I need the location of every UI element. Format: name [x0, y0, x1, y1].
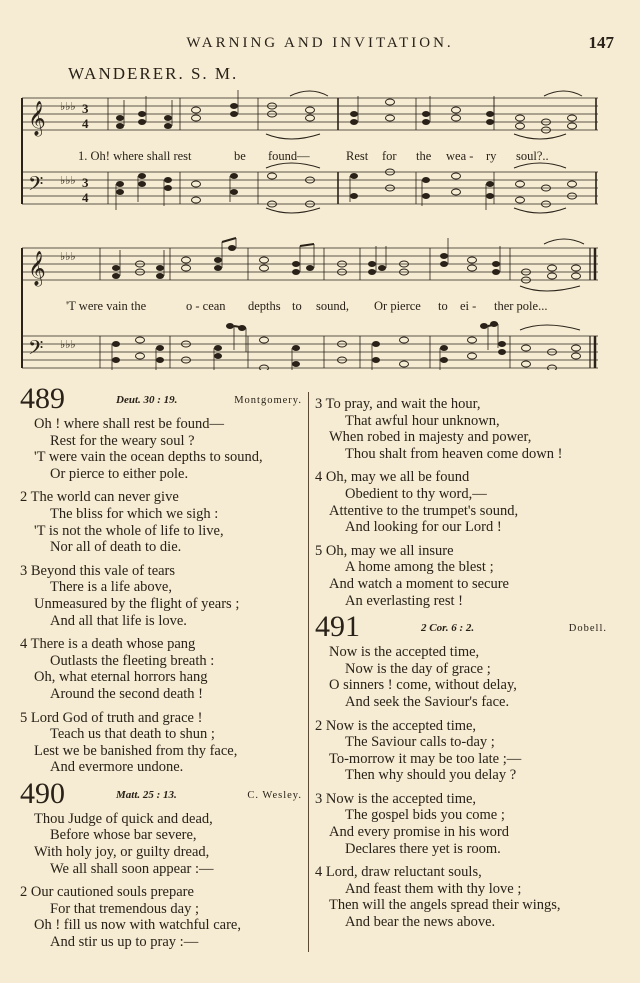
stanza	[20, 884, 302, 950]
verse-line: And watch a moment to secure	[329, 575, 509, 592]
hymn-number: 490	[20, 776, 65, 810]
stanza	[20, 563, 302, 629]
hymn-number: 491	[315, 610, 360, 644]
hymn-author: C. Wesley.	[247, 789, 302, 801]
hymn-heading	[20, 382, 302, 416]
verse-line: Nor all of death to die.	[50, 539, 182, 556]
verse-line: There is a life above,	[50, 579, 172, 596]
lyric-syllable: for	[382, 149, 397, 163]
running-header: WARNING AND INVITATION.	[186, 35, 454, 51]
svg-text:4: 4	[82, 116, 89, 131]
verse-line: 2 Now is the accepted time,	[315, 717, 477, 734]
stanza	[20, 489, 302, 555]
svg-text:♭♭♭: ♭♭♭	[60, 339, 76, 351]
verse-line: Lest we be banished from thy face,	[34, 742, 238, 759]
verse-line: Outlasts the fleeting breath :	[50, 652, 215, 669]
verse-line: The Saviour calls to-day ;	[345, 734, 495, 751]
lyric-syllable: Or pierce	[374, 299, 421, 313]
right-column	[315, 396, 607, 938]
verse-line: Around the second death !	[50, 685, 204, 702]
hymn-author: Montgomery.	[234, 395, 302, 406]
verse-line: 2 The world can never give	[20, 489, 179, 506]
scripture-reference: 2 Cor. 6 : 2.	[421, 622, 475, 635]
lyric-syllable: to	[438, 299, 448, 313]
verse-line: Thou shalt from heaven come down !	[345, 445, 563, 462]
stanza	[20, 636, 302, 702]
svg-text:𝄢: 𝄢	[28, 338, 44, 364]
verse-line: 2 Our cautioned souls prepare	[20, 884, 194, 901]
verse-line: That awful hour unknown,	[345, 412, 500, 429]
verse-line: And stir us up to pray :—	[50, 934, 199, 951]
verse-line: Or pierce to either pole.	[50, 465, 189, 482]
tune-name: WANDERER. S. M.	[68, 64, 239, 83]
verse-line: Rest for the weary soul ?	[50, 432, 195, 449]
stanza	[20, 710, 302, 776]
verse-line: Oh, what eternal horrors hang	[34, 669, 208, 686]
verse-line: 'T were vain the ocean depths to sound,	[34, 449, 263, 466]
stanza	[20, 416, 302, 482]
lyric-syllable: ther pole...	[494, 299, 548, 313]
lyric-syllable: o - cean	[186, 299, 226, 313]
svg-text:𝄞: 𝄞	[28, 252, 46, 285]
verse-line: And seek the Saviour's face.	[345, 693, 510, 710]
verse-line: O sinners ! come, without delay,	[329, 677, 517, 694]
lyric-syllable: ry	[486, 149, 497, 163]
verse-line: An everlasting rest !	[345, 592, 463, 609]
verse-line: And feast them with thy love ;	[345, 880, 522, 897]
verse-line: When robed in majesty and power,	[329, 429, 532, 446]
lyric-syllable: depths	[248, 299, 281, 313]
stanza	[20, 811, 302, 877]
verse-line: 3 Now is the accepted time,	[315, 790, 477, 807]
verse-line: Oh ! where shall rest be found—	[34, 416, 225, 432]
svg-text:♭♭♭: ♭♭♭	[60, 175, 76, 187]
scripture-reference: Deut. 30 : 19.	[116, 394, 178, 406]
hymn-489	[20, 382, 302, 776]
lyric-syllable: the	[416, 149, 432, 163]
stanza	[315, 718, 607, 784]
tune-lyrics-line-2	[66, 299, 586, 315]
tune-lyrics-line-1	[78, 149, 578, 165]
svg-text:♭♭♭: ♭♭♭	[60, 101, 76, 113]
verse-line: With holy joy, or guilty dread,	[34, 844, 210, 861]
verse-line: The gospel bids you come ;	[345, 807, 505, 824]
page-number: 147	[588, 33, 614, 52]
hymn-number: 489	[20, 382, 65, 415]
verse-line: And every promise in his word	[329, 824, 510, 841]
lyric-syllable: Rest	[346, 149, 369, 163]
verse-line: 5 Oh, may we all insure	[315, 542, 454, 559]
verse-line: We all shall soon appear :—	[50, 860, 214, 877]
verse-line: 3 Beyond this vale of tears	[20, 562, 176, 579]
verse-line: 'T is not the whole of life to live,	[34, 522, 224, 539]
verse-line: And evermore undone.	[50, 759, 184, 776]
hymn-heading	[315, 610, 607, 644]
stanza	[315, 791, 607, 857]
verse-line: Now is the day of grace ;	[345, 660, 491, 677]
verse-line: 3 To pray, and wait the hour,	[315, 396, 481, 412]
verse-line: Attentive to the trumpet's sound,	[329, 502, 519, 519]
svg-text:♭♭♭: ♭♭♭	[60, 251, 76, 263]
verse-line: And looking for our Lord !	[345, 519, 502, 536]
hymn-heading	[20, 776, 302, 811]
verse-line: Now is the accepted time,	[329, 644, 480, 661]
verse-line: And all that life is love.	[50, 612, 187, 629]
stanza	[315, 469, 607, 535]
lyric-syllable: to	[292, 299, 302, 313]
lyric-syllable: 1. Oh! where shall rest	[78, 149, 192, 163]
stanza	[315, 644, 607, 710]
lyric-syllable: sound,	[316, 299, 349, 313]
left-column	[20, 382, 302, 958]
verse-line: Unmeasured by the flight of years ;	[34, 595, 240, 612]
verse-line: For that tremendous day ;	[50, 900, 200, 917]
lyric-syllable: wea -	[446, 149, 474, 163]
svg-text:𝄞: 𝄞	[28, 102, 46, 135]
verse-line: And bear the news above.	[345, 914, 496, 931]
verse-line: Then why should you delay ?	[345, 767, 517, 784]
hymn-491	[315, 610, 607, 931]
svg-text:3: 3	[82, 175, 89, 190]
stanza	[315, 543, 607, 609]
hymn-490-continued	[315, 396, 607, 609]
hymn-490	[20, 776, 302, 951]
column-divider	[308, 392, 309, 952]
verse-line: Thou Judge of quick and dead,	[34, 810, 213, 827]
lyric-syllable: 'T were vain the	[66, 299, 147, 313]
verse-line: Before whose bar severe,	[50, 827, 197, 844]
verse-line: Teach us that death to shun ;	[50, 726, 215, 743]
scripture-reference: Matt. 25 : 13.	[116, 788, 177, 801]
verse-line: Obedient to thy word,—	[345, 485, 487, 502]
svg-text:4: 4	[82, 190, 89, 205]
stanza	[315, 396, 607, 462]
lyric-syllable: ei -	[460, 299, 477, 313]
verse-line: Declares there yet is room.	[345, 840, 501, 857]
verse-line: To-morrow it may be too late ;—	[329, 750, 522, 767]
hymn-author: Dobell.	[568, 623, 607, 635]
verse-line: A home among the blest ;	[345, 559, 494, 576]
svg-text:𝄢: 𝄢	[28, 174, 44, 200]
verse-line: The bliss for which we sigh :	[50, 505, 219, 522]
lyric-syllable: soul?..	[516, 149, 549, 163]
verse-line: Oh ! fill us now with watchful care,	[34, 917, 241, 934]
lyric-syllable: found—	[268, 149, 310, 163]
svg-text:3: 3	[82, 101, 89, 116]
verse-line: 4 There is a death whose pang	[20, 636, 196, 653]
verse-line: 5 Lord God of truth and grace !	[20, 709, 203, 726]
stanza	[315, 864, 607, 930]
lyric-syllable: be	[234, 149, 246, 163]
verse-line: 4 Lord, draw reluctant souls,	[315, 864, 482, 881]
verse-line: 4 Oh, may we all be found	[315, 469, 470, 486]
verse-line: Then will the angels spread their wings,	[329, 897, 561, 914]
